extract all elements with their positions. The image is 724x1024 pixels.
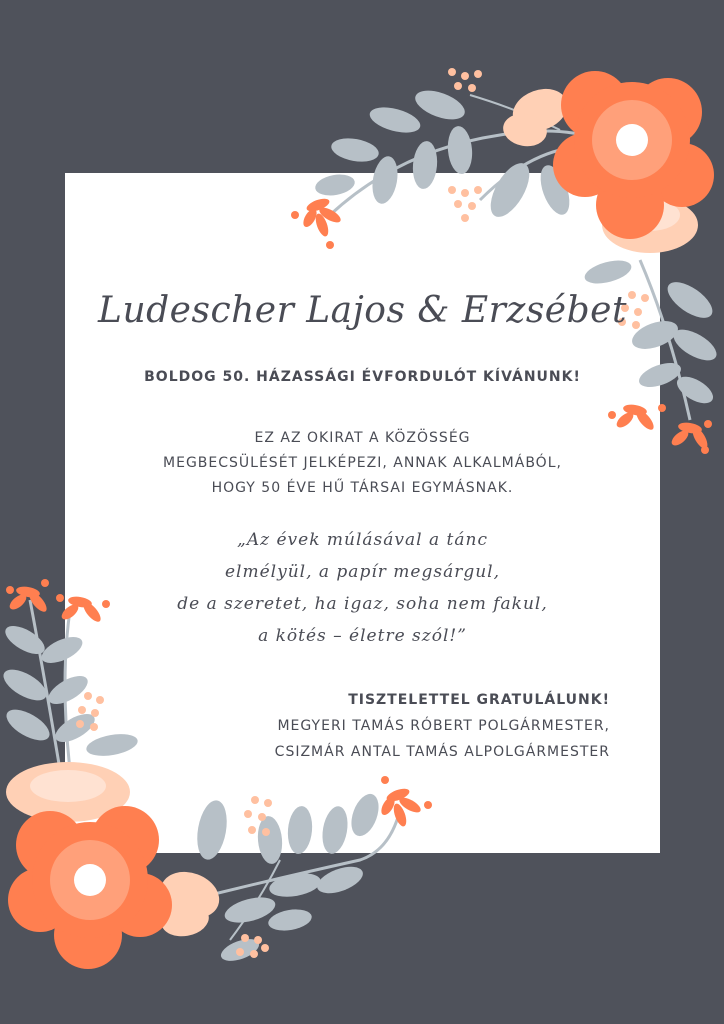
body-line: EZ AZ OKIRAT A KÖZÖSSÉG (254, 430, 471, 446)
certificate-body (65, 426, 660, 501)
top-right-bouquet (291, 68, 721, 454)
orange-flower-icon (8, 806, 172, 969)
greeting-text: TISZTELETTEL GRATULÁLUNK! (348, 692, 610, 708)
quote-line: elmélyül, a papír megsárgul, (224, 562, 501, 582)
couple-names-title: Ludescher Lajos & Erzsébet (98, 290, 627, 331)
body-line: MEGBECSÜLÉSÉT JELKÉPEZI, ANNAK ALKALMÁBÓL, (163, 455, 562, 471)
body-line: HOGY 50 ÉVE HŰ TÁRSAI EGYMÁSNAK. (211, 480, 514, 496)
signer-line: CSIZMÁR ANTAL TAMÁS ALPOLGÁRMESTER (274, 744, 610, 760)
signature-block (180, 687, 610, 765)
anniversary-subtitle: BOLDOG 50. HÁZASSÁGI ÉVFORDULÓT KÍVÁNUNK! (144, 369, 581, 385)
signer-line: MEGYERI TAMÁS RÓBERT POLGÁRMESTER, (277, 718, 610, 734)
quote-line: a kötés – életre szól!” (258, 626, 467, 646)
quote-line: de a szeretet, ha igaz, soha nem fakul, (177, 594, 548, 614)
quote-line: „Az évek múlásával a tánc (237, 530, 488, 550)
quote-block (65, 524, 660, 652)
